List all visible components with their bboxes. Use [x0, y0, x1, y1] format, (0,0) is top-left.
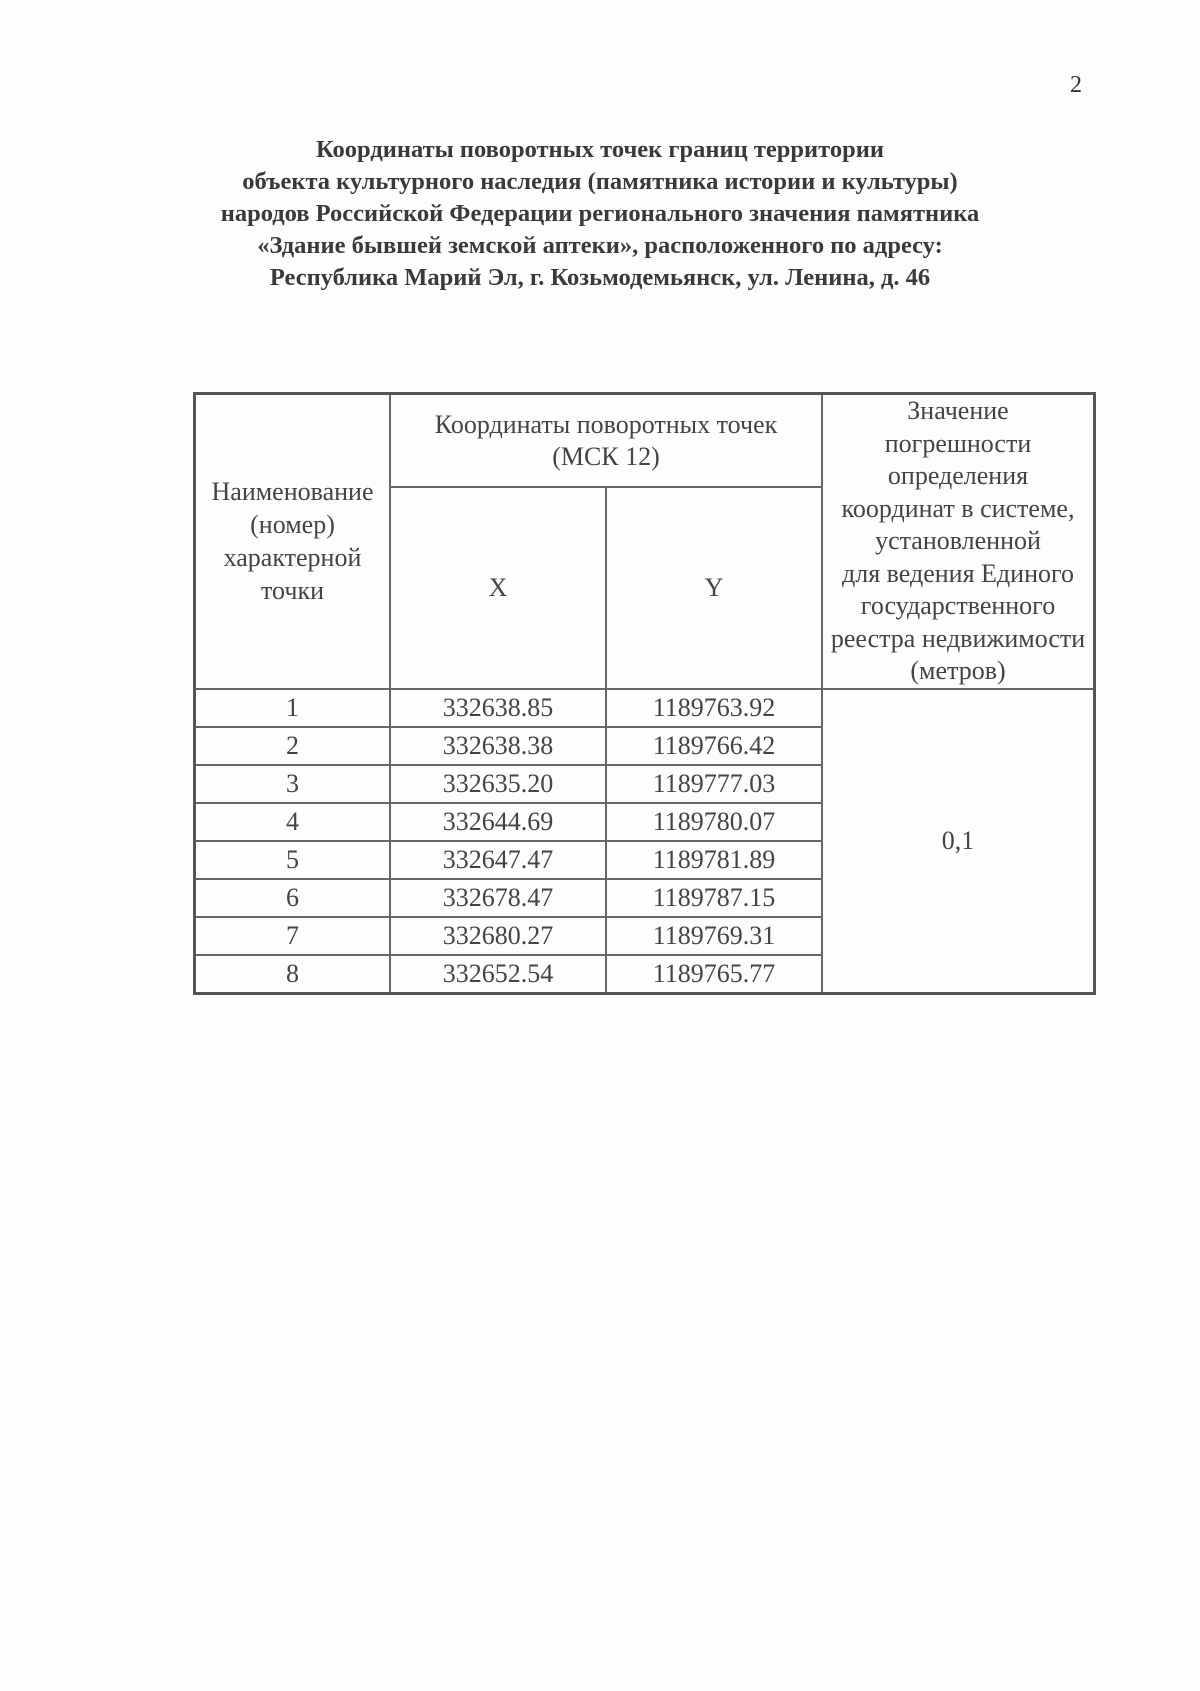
- x-value: 332635.20: [390, 765, 606, 803]
- point-number: 4: [195, 803, 391, 841]
- point-number: 5: [195, 841, 391, 879]
- point-number: 1: [195, 689, 391, 727]
- y-value: 1189787.15: [606, 879, 822, 917]
- y-value: 1189781.89: [606, 841, 822, 879]
- title-line: Республика Марий Эл, г. Козьмодемьянск, ул. Ленина, д. 46: [269, 264, 931, 291]
- x-value: 332647.47: [390, 841, 606, 879]
- point-number: 2: [195, 727, 391, 765]
- document-title: [150, 134, 1050, 294]
- page-number: 2: [1070, 72, 1082, 98]
- y-value: 1189777.03: [606, 765, 822, 803]
- point-number: 7: [195, 917, 391, 955]
- title-line: объекта культурного наследия (памятника истории и культуры): [242, 168, 958, 195]
- y-value: 1189766.42: [606, 727, 822, 765]
- y-value: 1189769.31: [606, 917, 822, 955]
- x-value: 332638.85: [390, 689, 606, 727]
- header-coordinates: Координаты поворотных точек (МСК 12): [390, 394, 822, 488]
- point-number: 3: [195, 765, 391, 803]
- y-value: 1189780.07: [606, 803, 822, 841]
- x-value: 332680.27: [390, 917, 606, 955]
- error-value: 0,1: [822, 689, 1095, 994]
- x-value: 332638.38: [390, 727, 606, 765]
- point-number: 6: [195, 879, 391, 917]
- y-value: 1189763.92: [606, 689, 822, 727]
- point-number: 8: [195, 955, 391, 994]
- x-value: 332678.47: [390, 879, 606, 917]
- title-line: народов Российской Федерации регионального значения памятника: [220, 200, 980, 227]
- header-error: Значение погрешности определения координат в системе, установленной для ведения Единого государственного реестра недвижимости (метров): [822, 394, 1095, 689]
- header-y: Y: [606, 487, 822, 688]
- header-x: X: [390, 487, 606, 688]
- y-value: 1189765.77: [606, 955, 822, 994]
- title-line: «Здание бывшей земской аптеки», расположенного по адресу:: [257, 232, 943, 259]
- header-point-name: Наименование (номер) характерной точки: [195, 394, 391, 689]
- x-value: 332644.69: [390, 803, 606, 841]
- x-value: 332652.54: [390, 955, 606, 994]
- title-line: Координаты поворотных точек границ территории: [316, 136, 884, 163]
- table-row: [195, 689, 1095, 727]
- coordinates-table: [193, 392, 1096, 995]
